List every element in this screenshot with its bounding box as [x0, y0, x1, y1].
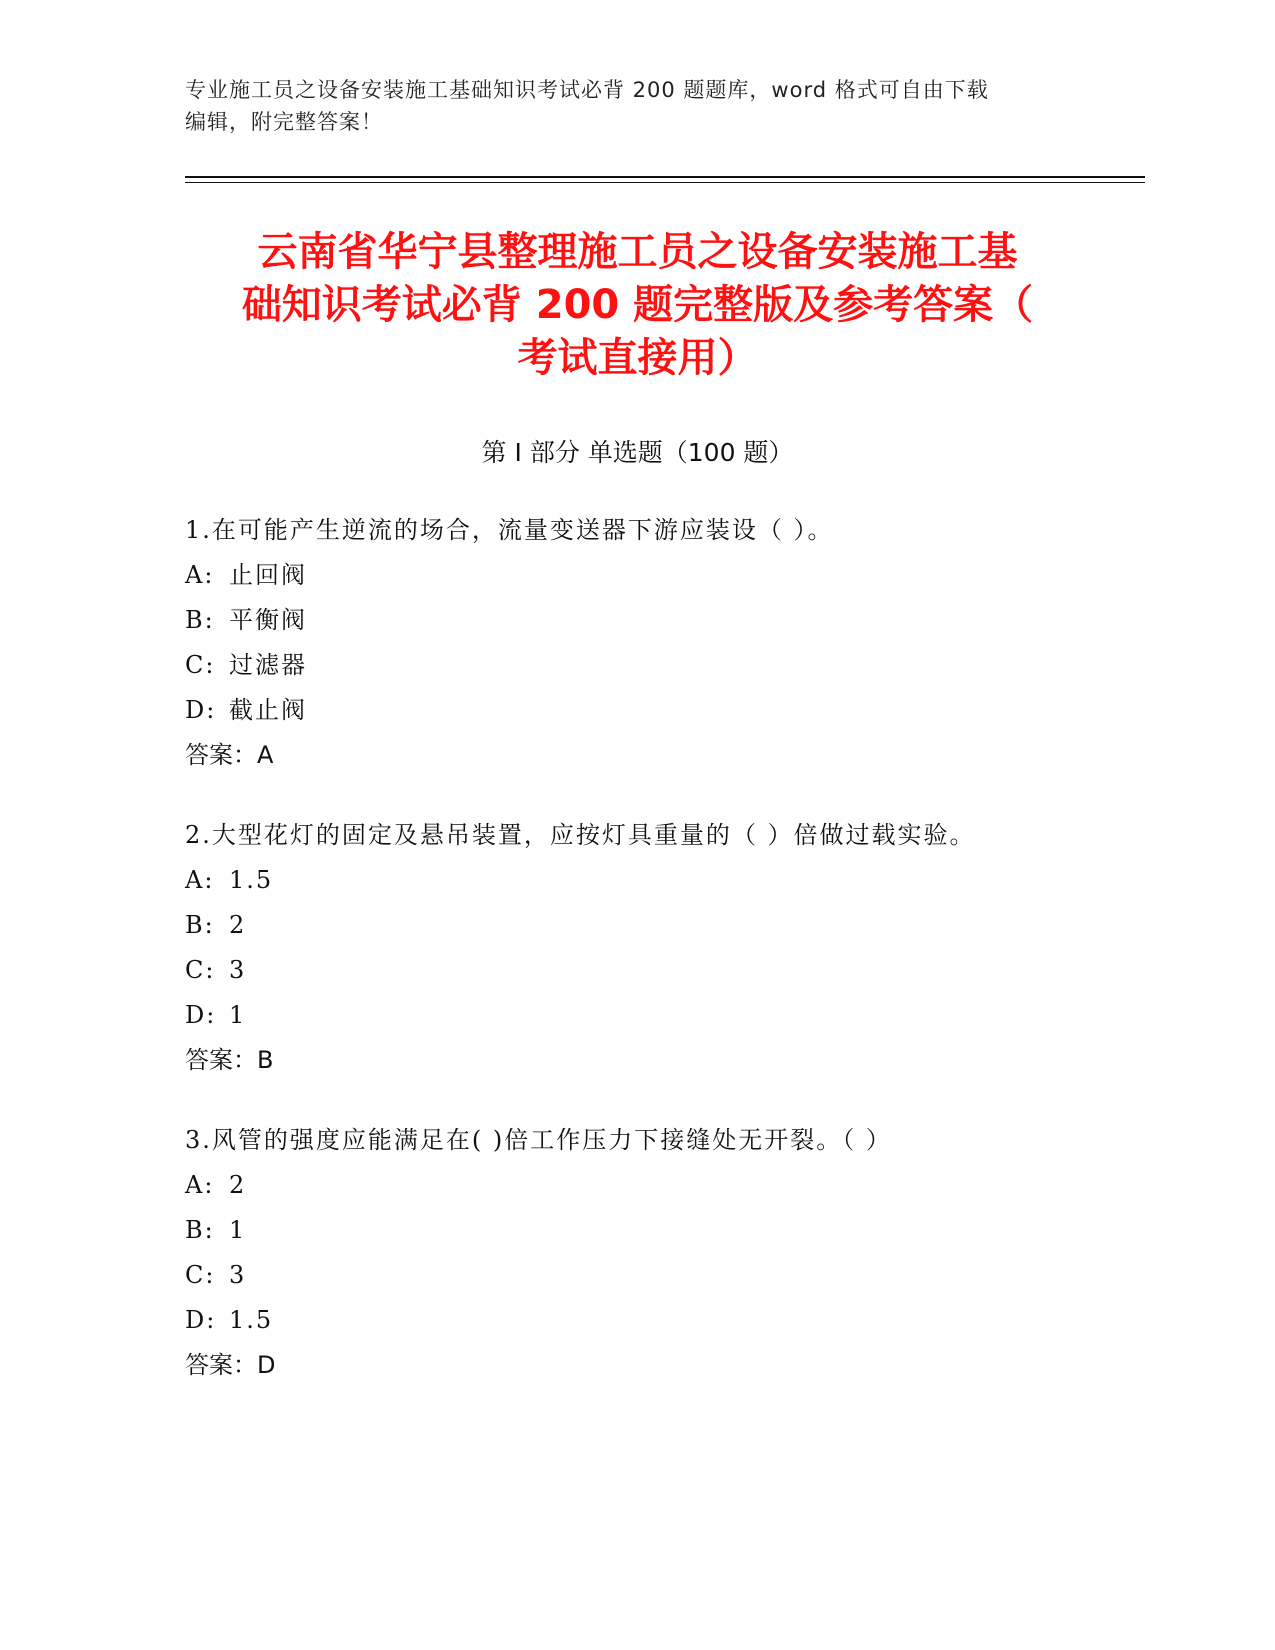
answer-label: 答案：D — [185, 1351, 276, 1379]
question-stem: 3.风管的强度应能满足在( )倍工作压力下接缝处无开裂。（ ） — [185, 1126, 892, 1154]
question-1 — [185, 514, 1135, 771]
title-line-1: 云南省华宁县整理施工员之设备安装施工基 — [257, 229, 1018, 275]
option-a — [185, 864, 1135, 909]
option-letter: A: — [185, 1171, 215, 1199]
option-b — [185, 604, 1135, 649]
option-d — [185, 694, 1135, 739]
section-heading: 第 I 部分 单选题（100 题） — [481, 438, 794, 467]
question-stem: 1.在可能产生逆流的场合，流量变送器下游应装设（ ）。 — [185, 516, 834, 544]
question-2 — [185, 819, 1135, 1076]
option-text: 1.5 — [229, 866, 274, 894]
header-divider-thin — [185, 182, 1145, 183]
option-b — [185, 1214, 1135, 1259]
option-text: 1.5 — [229, 1306, 274, 1334]
option-letter: A: — [185, 561, 215, 589]
option-c — [185, 1259, 1135, 1304]
question-3 — [185, 1124, 1135, 1381]
option-c — [185, 649, 1135, 694]
header-note-line-2: 编辑，附完整答案！ — [185, 110, 383, 134]
answer-label: 答案：B — [185, 1046, 274, 1074]
option-text: 2 — [229, 1171, 247, 1199]
option-text: 过滤器 — [229, 651, 307, 679]
option-letter: D: — [185, 1306, 217, 1334]
option-d — [185, 1304, 1135, 1349]
answer-label: 答案：A — [185, 741, 274, 769]
question-stem: 2.大型花灯的固定及悬吊装置，应按灯具重量的（ ）倍做过载实验。 — [185, 821, 976, 849]
option-letter: C: — [185, 956, 216, 984]
option-text: 1 — [229, 1216, 247, 1244]
option-letter: B: — [185, 1216, 215, 1244]
header-note-line-1: 专业施工员之设备安装施工基础知识考试必背 200 题题库，word 格式可自由下载 — [185, 78, 989, 102]
option-c — [185, 954, 1135, 999]
option-a — [185, 1169, 1135, 1214]
option-letter: B: — [185, 606, 215, 634]
option-a — [185, 559, 1135, 604]
option-b — [185, 909, 1135, 954]
option-text: 2 — [229, 911, 247, 939]
option-text: 3 — [229, 1261, 247, 1289]
option-letter: D: — [185, 1001, 217, 1029]
option-text: 3 — [229, 956, 247, 984]
header-divider-thick — [185, 176, 1145, 178]
document-title — [185, 226, 1090, 385]
option-text: 止回阀 — [229, 561, 307, 589]
header-note — [185, 74, 1085, 138]
option-letter: A: — [185, 866, 215, 894]
option-text: 1 — [229, 1001, 247, 1029]
option-text: 截止阀 — [229, 696, 307, 724]
title-line-2: 础知识考试必背 200 题完整版及参考答案（ — [241, 282, 1034, 328]
option-text: 平衡阀 — [229, 606, 307, 634]
option-letter: C: — [185, 1261, 216, 1289]
title-line-3: 考试直接用） — [517, 335, 758, 381]
option-d — [185, 999, 1135, 1044]
option-letter: D: — [185, 696, 217, 724]
option-letter: C: — [185, 651, 216, 679]
option-letter: B: — [185, 911, 215, 939]
